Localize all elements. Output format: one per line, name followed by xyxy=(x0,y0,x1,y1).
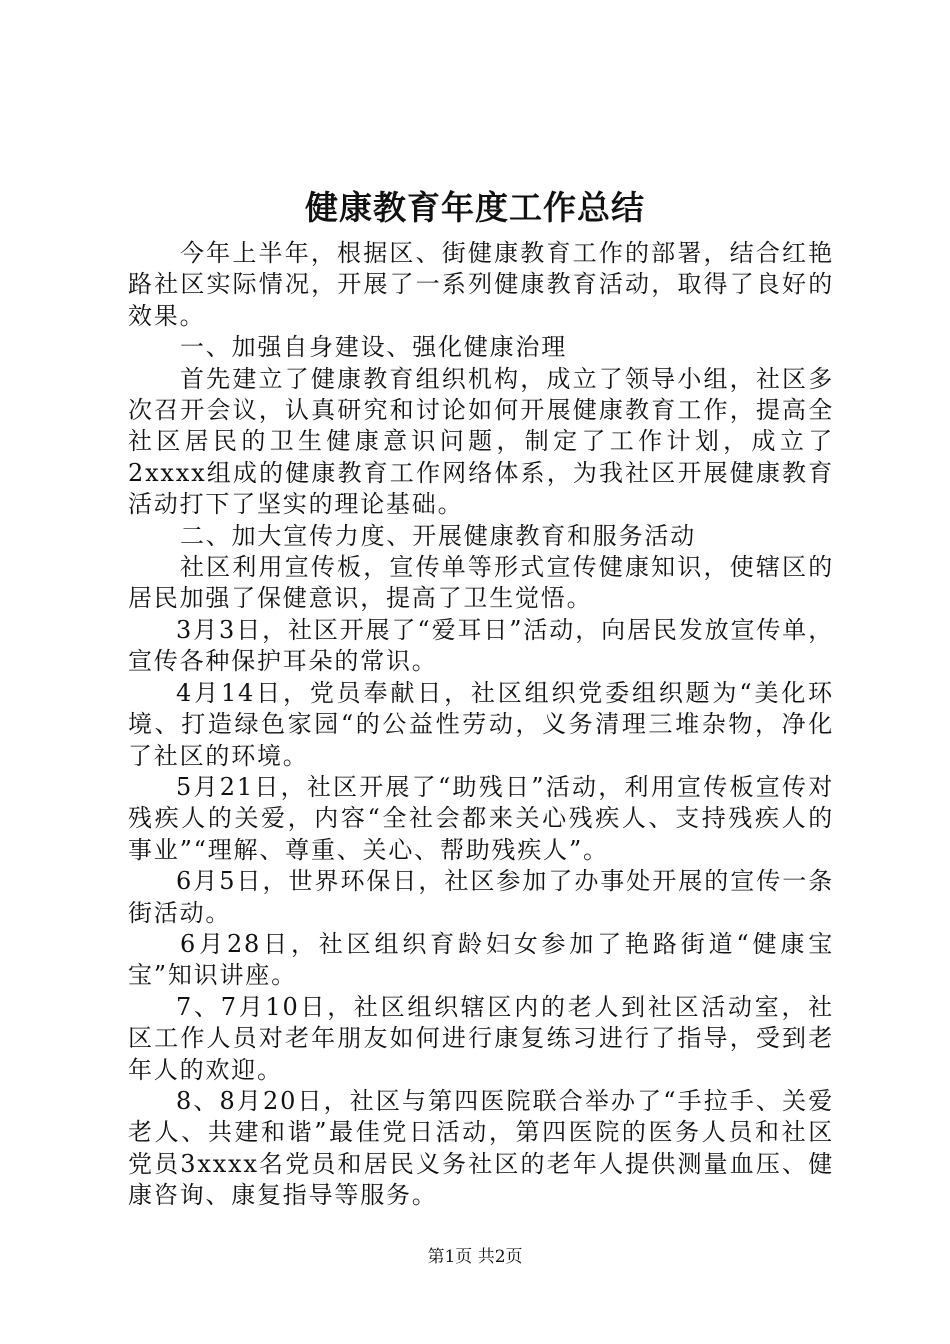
paragraph-publicity: 社区利用宣传板，宣传单等形式宣传健康知识，使辖区的居民加强了保健意识，提高了卫生觉悟。 xyxy=(128,553,834,613)
paragraph-jun-28: 6月28日，社区组织育龄妇女参加了艳路街道“健康宝宝”知识讲座。 xyxy=(128,929,834,990)
document-body xyxy=(128,238,834,1212)
paragraph-jul-10: 7、7月10日，社区组织辖区内的老人到社区活动室，社区工作人员对老年朋友如何进行康复练习进行了指导，受到老年人的欢迎。 xyxy=(128,992,834,1084)
section-heading-1: 一、加强自身建设、强化健康治理 xyxy=(180,333,567,362)
paragraph-jun-5: 6月5日，世界环保日，社区参加了办事处开展的宣传一条街活动。 xyxy=(128,867,834,927)
paragraph-apr-14: 4月14日，党员奉献日，社区组织党委组织题为“美化环境、打造绿色家园“的公益性劳动，义务清理三堆杂物，净化了社区的环境。 xyxy=(128,678,834,770)
section-heading-2: 二、加大宣传力度、开展健康教育和服务活动 xyxy=(180,521,696,550)
page-number: 第1页 共2页 xyxy=(427,1247,523,1267)
intro-paragraph: 今年上半年，根据区、街健康教育工作的部署，结合红艳路社区实际情况，开展了一系列健康教育活动，取得了良好的效果。 xyxy=(128,239,834,330)
paragraph-aug-20: 8、8月20日，社区与第四医院联合举办了“手拉手、关爱老人、共建和谐”最佳党日活动，第四医院的医务人员和社区党员3xxxx名党员和居民义务社区的老年人提供测量血压、健康咨询、康复指导等服务。 xyxy=(128,1086,834,1210)
paragraph-may-21: 5月21日，社区开展了“助残日”活动，利用宣传板宣传对残疾人的关爱，内容“全社会都来关心残疾人、支持残疾人的事业”“理解、尊重、关心、帮助残疾人”。 xyxy=(128,772,834,864)
paragraph-organization: 首先建立了健康教育组织机构，成立了领导小组，社区多次召开会议，认真研究和讨论如何开展健康教育工作，提高全社区居民的卫生健康意识问题，制定了工作计划，成立了2xxxx组成的健康教育工作网络体系，为我社区开展健康教育活动打下了坚实的理论基础。 xyxy=(128,364,834,519)
paragraph-mar-3: 3月3日，社区开展了“爱耳日”活动，向居民发放宣传单，宣传各种保护耳朵的常识。 xyxy=(128,615,834,676)
document-title: 健康教育年度工作总结 xyxy=(305,188,645,227)
